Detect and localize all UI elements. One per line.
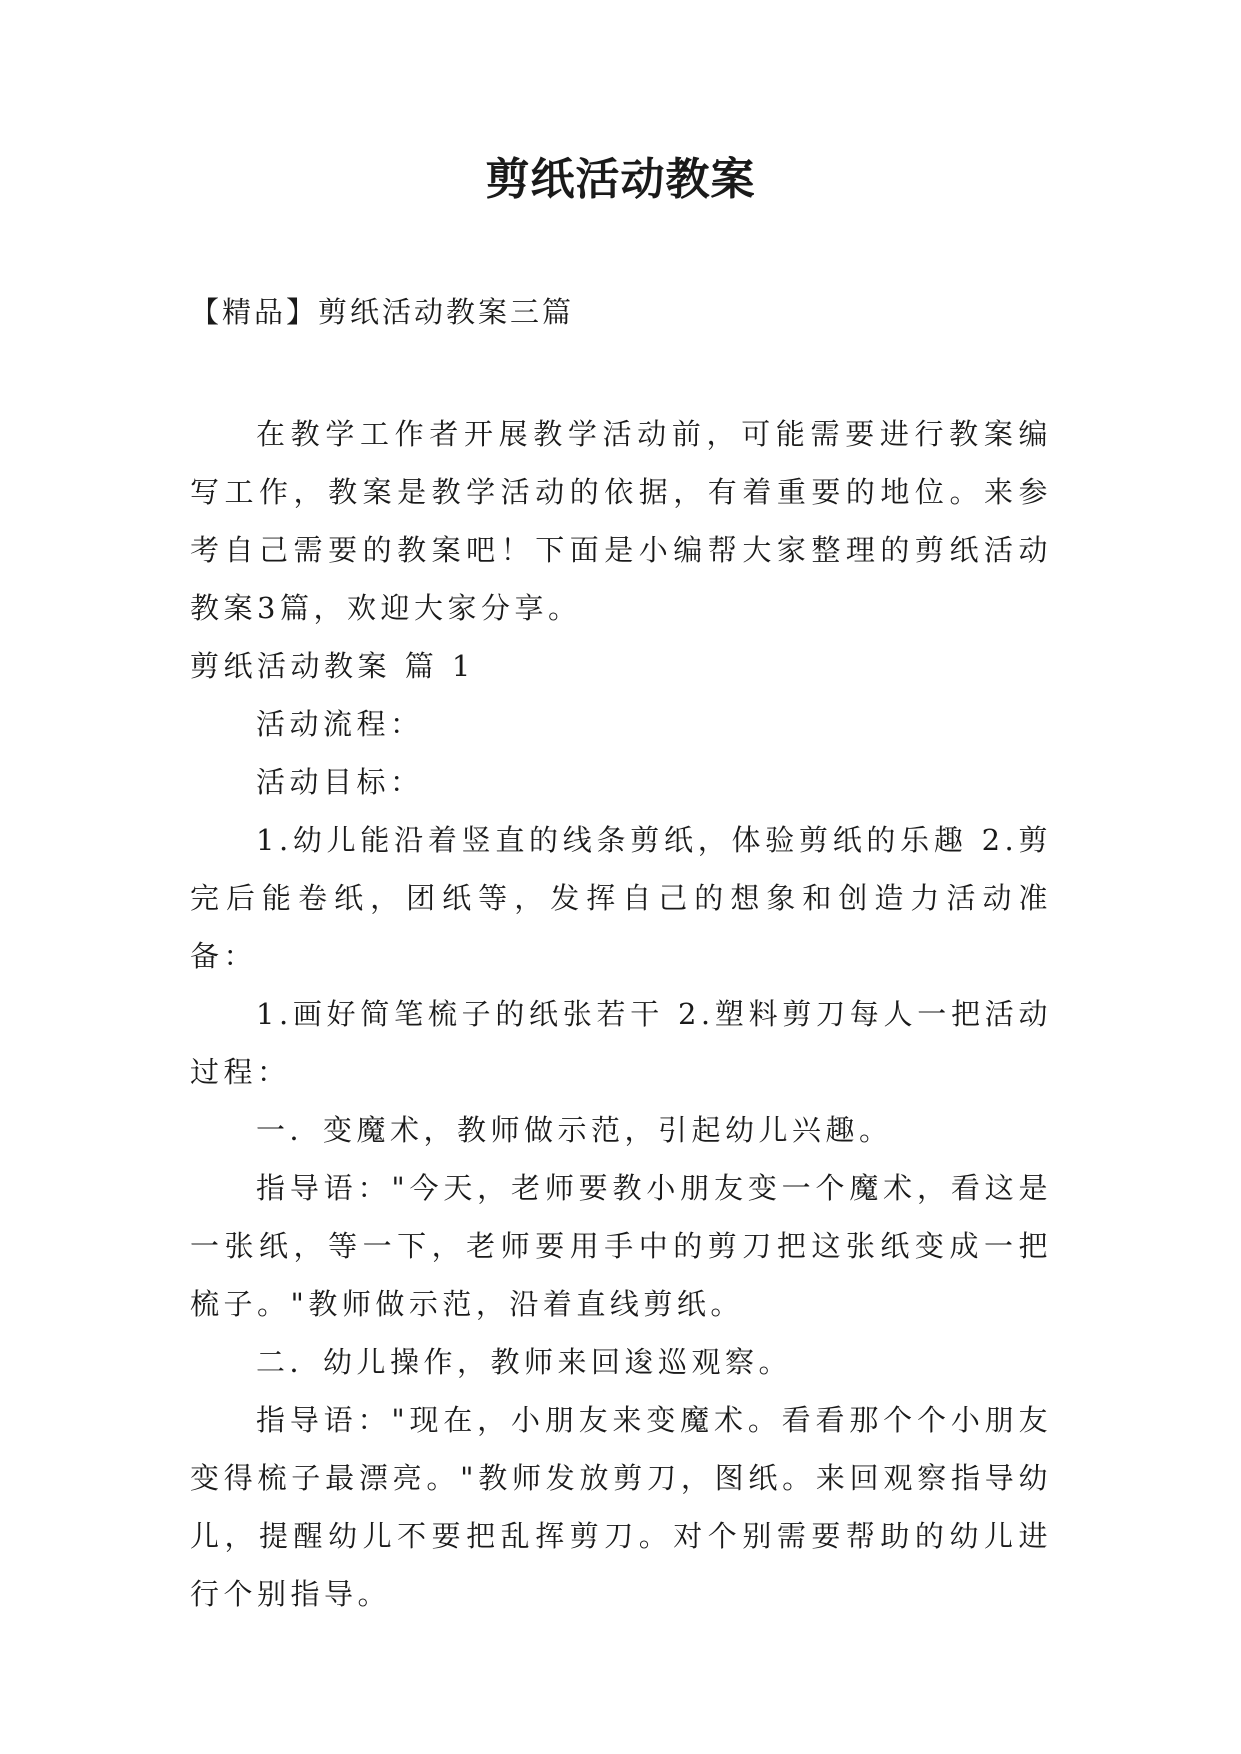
paragraph-intro: 在教学工作者开展教学活动前，可能需要进行教案编写工作，教案是教学活动的依据，有着重要的地位。来参考自己需要的教案吧！下面是小编帮大家整理的剪纸活动教案3篇，欢迎大家分享。	[190, 417, 1052, 625]
document-body	[190, 405, 1052, 1623]
section-heading: 剪纸活动教案 篇 1	[190, 649, 475, 683]
paragraph: 活动目标：	[256, 765, 424, 799]
paragraph: 指导语："今天，老师要教小朋友变一个魔术，看这是一张纸，等一下，老师要用手中的剪刀把这张纸变成一把梳子。"教师做示范，沿着直线剪纸。	[190, 1171, 1052, 1321]
paragraph: 二．幼儿操作，教师来回逡巡观察。	[256, 1345, 793, 1379]
paragraph: 指导语："现在，小朋友来变魔术。看看那个个小朋友变得梳子最漂亮。"教师发放剪刀，图纸。来回观察指导幼儿，提醒幼儿不要把乱挥剪刀。对个别需要帮助的幼儿进行个别指导。	[190, 1403, 1052, 1611]
paragraph: 1.幼儿能沿着竖直的线条剪纸，体验剪纸的乐趣 2.剪完后能卷纸，团纸等，发挥自己的想象和创造力活动准备：	[190, 823, 1052, 973]
document-title: 剪纸活动教案	[485, 154, 756, 205]
paragraph: 活动流程：	[256, 707, 424, 741]
document-subtitle: 【精品】剪纸活动教案三篇	[190, 295, 575, 329]
paragraph: 1.画好简笔梳子的纸张若干 2.塑料剪刀每人一把活动过程：	[190, 997, 1052, 1089]
paragraph: 一．变魔术，教师做示范，引起幼儿兴趣。	[256, 1113, 893, 1147]
